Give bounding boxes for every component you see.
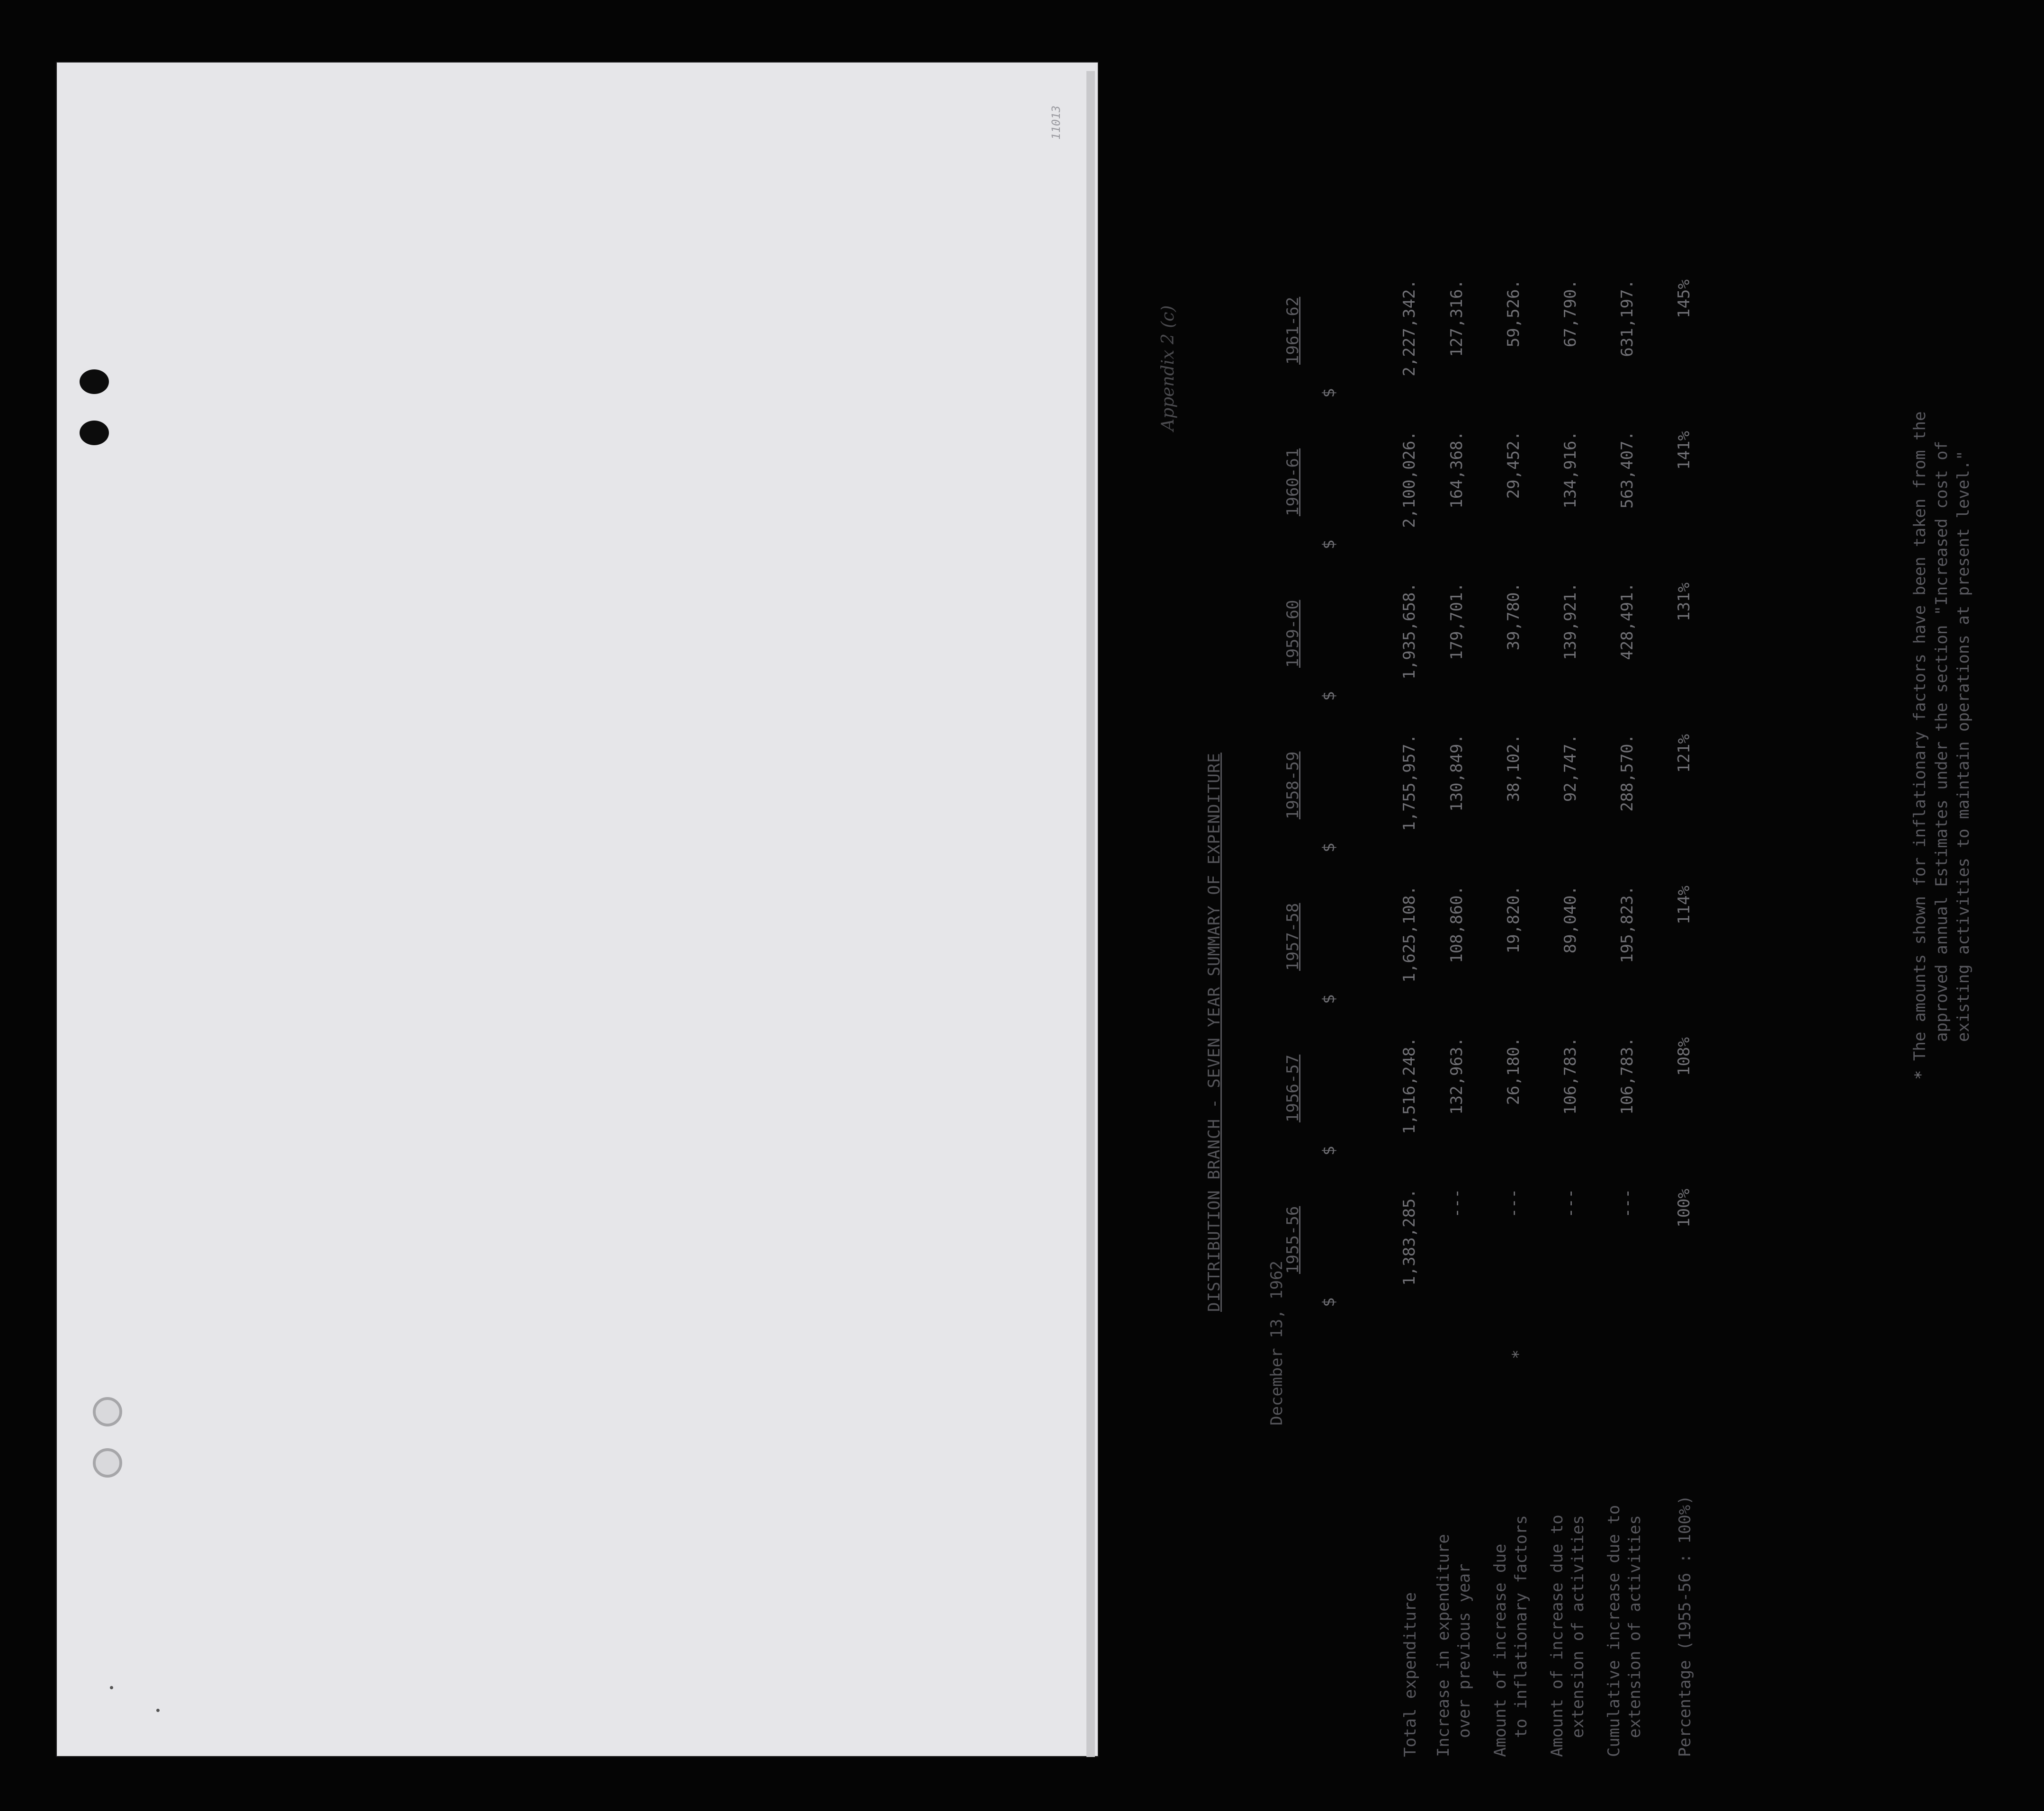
- table-cell: 108%: [1675, 1037, 1694, 1076]
- row-label-line: Amount of increase due to: [1548, 1515, 1567, 1757]
- binder-ring: [93, 1448, 122, 1478]
- table-cell: 134,916.: [1561, 431, 1580, 509]
- table-cell: 428,491.: [1618, 583, 1637, 660]
- table-cell: 179,701.: [1447, 583, 1466, 660]
- table-cell: 121%: [1675, 734, 1694, 773]
- table-cell: ---: [1447, 1189, 1466, 1218]
- year-header: 1961-62: [1283, 296, 1302, 365]
- year-header: 1959-60: [1283, 600, 1302, 668]
- row-label-line: extension of activities: [1569, 1515, 1587, 1738]
- row-label: [1400, 1592, 1421, 1757]
- row-label-line: Cumulative increase due to: [1605, 1505, 1623, 1757]
- table-cell: 59,526.: [1504, 279, 1523, 348]
- year-header: 1958-59: [1283, 751, 1302, 819]
- year-header: 1956-57: [1283, 1054, 1302, 1122]
- binder-ring: [93, 1397, 122, 1426]
- punch-hole: [80, 421, 109, 445]
- year-header: 1955-56: [1283, 1206, 1302, 1274]
- table-cell: 164,368.: [1447, 431, 1466, 509]
- row-label-line: Amount of increase due: [1491, 1543, 1510, 1757]
- table-cell: 130,849.: [1447, 734, 1466, 812]
- row-label-line: extension of activities: [1625, 1515, 1644, 1738]
- table-cell: 39,780.: [1504, 583, 1523, 651]
- table-cell: 100%: [1675, 1189, 1694, 1228]
- table-cell: 92,747.: [1561, 734, 1580, 802]
- table-cell: ---: [1561, 1189, 1580, 1218]
- page-number: 11013: [1049, 105, 1063, 140]
- speck: [110, 1686, 113, 1689]
- row-label-line: Total expenditure: [1401, 1592, 1420, 1757]
- currency-symbol: $: [1319, 539, 1338, 549]
- currency-symbol: $: [1319, 1297, 1338, 1307]
- table-cell: 26,180.: [1504, 1037, 1523, 1105]
- currency-symbol: $: [1319, 388, 1338, 398]
- document-content: [1049, 105, 2044, 1757]
- table-cell: 67,790.: [1561, 279, 1580, 348]
- table-cell: 89,040.: [1561, 886, 1580, 954]
- table-cell: 132,963.: [1447, 1037, 1466, 1115]
- table-cell: 195,823.: [1618, 886, 1637, 963]
- table-cell: 1,516,248.: [1400, 1037, 1419, 1134]
- row-label-line: over previous year: [1455, 1563, 1474, 1738]
- table-cell: 139,921.: [1561, 583, 1580, 660]
- table-cell: ---: [1618, 1189, 1637, 1218]
- table-cell: 108,860.: [1447, 886, 1466, 963]
- table-cell: 2,227,342.: [1400, 279, 1419, 377]
- table-cell: 131%: [1675, 583, 1694, 621]
- table-cell: 114%: [1675, 886, 1694, 924]
- table-cell: 106,783.: [1561, 1037, 1580, 1115]
- footnote: [1909, 412, 1974, 1061]
- document-date: December 13, 1962: [1267, 1261, 1286, 1425]
- paper-sheet: [56, 62, 1099, 1757]
- table-cell: 127,316.: [1447, 279, 1466, 357]
- table-cell: 141%: [1675, 431, 1694, 470]
- row-label: [1675, 1495, 1695, 1757]
- table-cell: 288,570.: [1618, 734, 1637, 812]
- row-label: [1490, 1515, 1532, 1757]
- table-cell: 38,102.: [1504, 734, 1523, 802]
- currency-symbol: $: [1319, 843, 1338, 852]
- footnote-marker: *: [1911, 1070, 1930, 1080]
- footnote-line: existing activities to maintain operations at present level.": [1954, 450, 1973, 1042]
- appendix-label: Appendix 2 (c): [1158, 305, 1178, 431]
- currency-symbol: $: [1319, 1146, 1338, 1156]
- punch-hole: [80, 369, 109, 394]
- table-cell: ---: [1504, 1189, 1523, 1218]
- table-cell: 2,100,026.: [1400, 431, 1419, 528]
- row-label: [1547, 1515, 1588, 1757]
- row-label: [1433, 1534, 1475, 1757]
- year-header: 1957-58: [1283, 903, 1302, 971]
- page-title: DISTRIBUTION BRANCH - SEVEN YEAR SUMMARY OF EXPENDITURE: [1205, 753, 1224, 1312]
- footnote-line: approved annual Estimates under the section "Increased cost of: [1932, 440, 1951, 1042]
- paper-edge: [1086, 71, 1095, 1757]
- table-cell: 145%: [1675, 279, 1694, 318]
- row-label-line: to inflationary factors: [1512, 1515, 1531, 1738]
- table-cell: 1,625,108.: [1400, 886, 1419, 983]
- table-cell: 106,783.: [1618, 1037, 1637, 1115]
- currency-symbol: $: [1319, 691, 1338, 701]
- footnote-reference: *: [1509, 1349, 1528, 1359]
- row-label-line: Percentage (1955-56 : 100%): [1676, 1495, 1694, 1757]
- footnote-line: The amounts shown for inflationary factors have been taken from the: [1910, 411, 1929, 1061]
- table-cell: 1,935,658.: [1400, 583, 1419, 680]
- speck: [156, 1709, 160, 1712]
- table-cell: 631,197.: [1618, 279, 1637, 357]
- table-cell: 29,452.: [1504, 431, 1523, 499]
- table-cell: 1,755,957.: [1400, 734, 1419, 831]
- table-cell: 1,383,285.: [1400, 1189, 1419, 1286]
- currency-symbol: $: [1319, 994, 1338, 1004]
- table-cell: 19,820.: [1504, 886, 1523, 954]
- row-label-line: Increase in expenditure: [1434, 1534, 1453, 1757]
- table-cell: 563,407.: [1618, 431, 1637, 509]
- year-header: 1960-61: [1283, 448, 1302, 516]
- row-label: [1604, 1505, 1645, 1757]
